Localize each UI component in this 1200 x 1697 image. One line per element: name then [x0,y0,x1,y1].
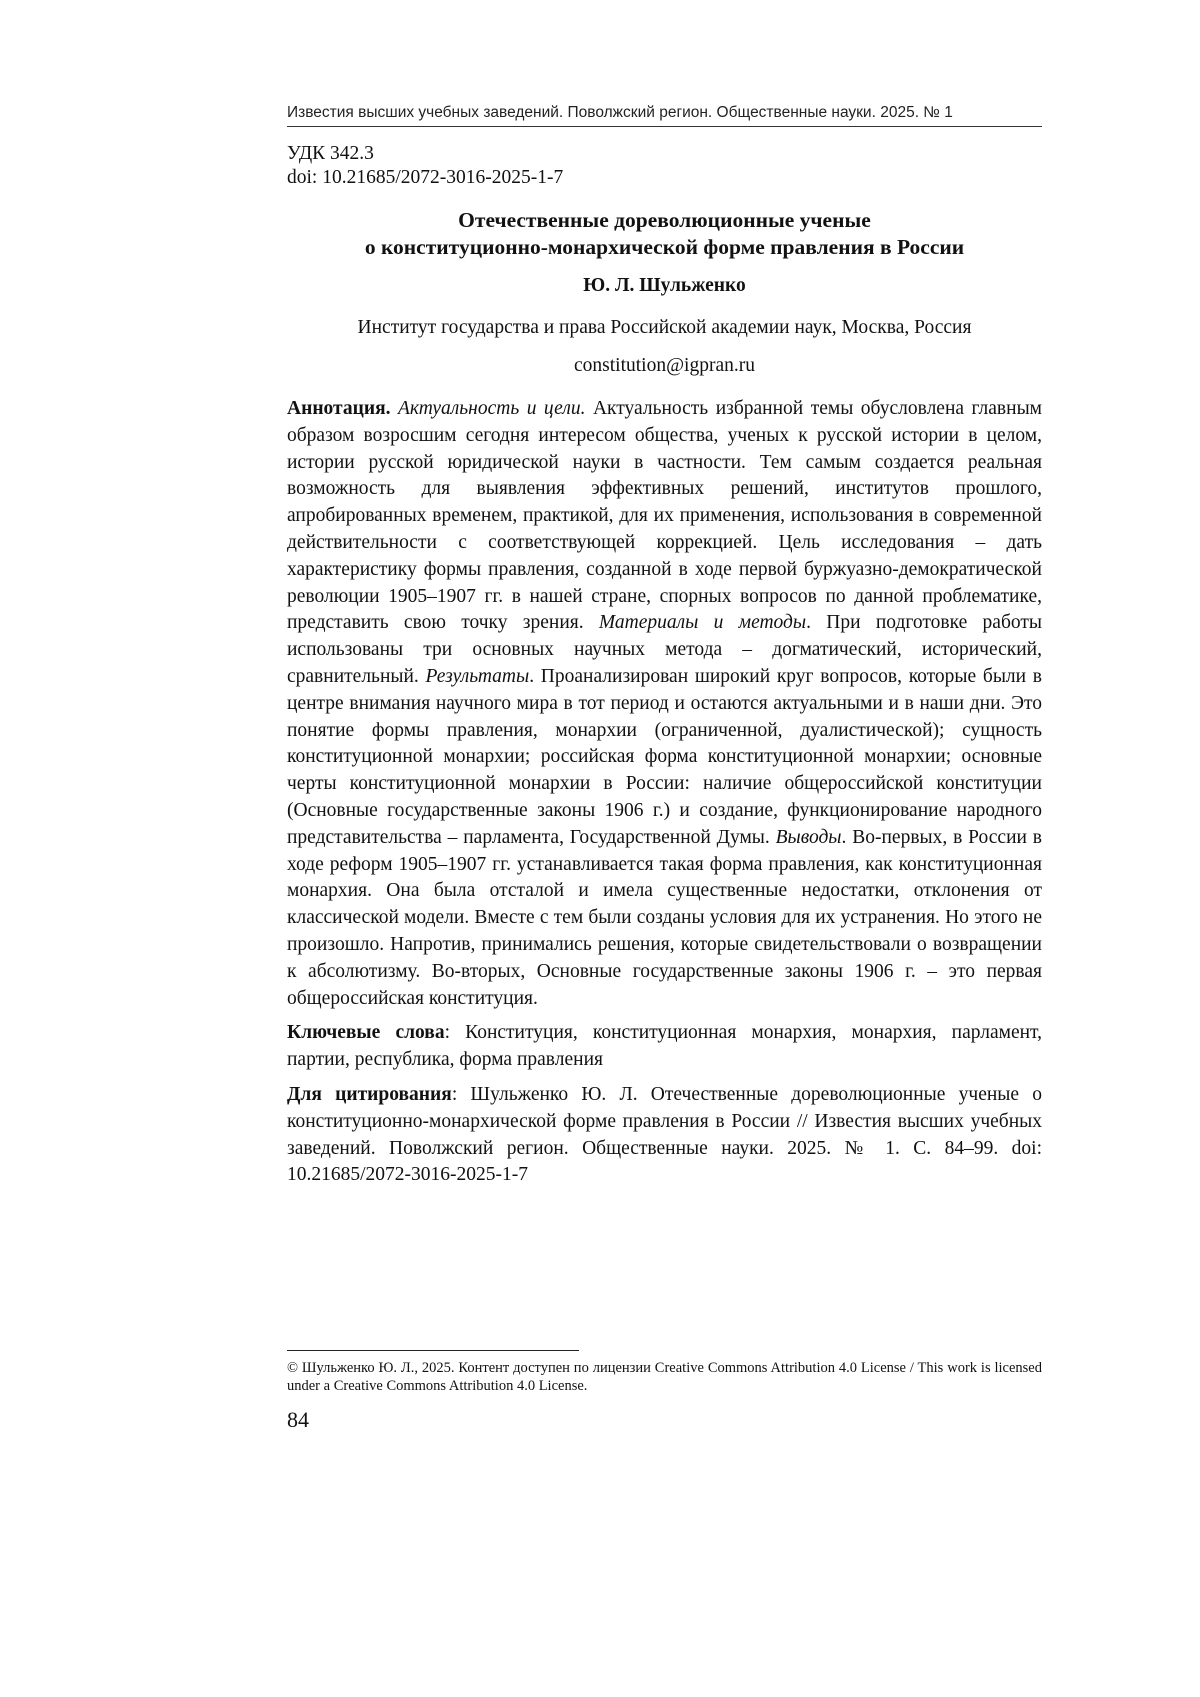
abstract-label: Аннотация. [287,398,391,419]
footnote-divider [287,1350,579,1351]
article-front-matter [287,396,1042,1197]
citation [287,1082,1042,1189]
keywords-label: Ключевые слова [287,1022,445,1044]
title-line-2: о конституционно-монархической форме правления в России [364,235,965,259]
abstract-heading-results: Результаты [425,665,530,687]
abstract-text-methods: . При подготовке работы использованы три основных научных метода – догматический, исторический, сравнительный. [287,612,1042,687]
abstract-text-results: . Проанализирован широкий круг вопросов, которые были в центре внимания научного мира в тот период и остаются актуальными и в наши дни. Это понятие формы правления, монархии (ограниченной, дуалистической); сущность конституционной монархии; российская форма конституционной монархии; основные черты конституционной монархии в России: наличие общероссийской конституции (Основные государственные законы 1906 г.) и создание, функционирование народного представительства – парламента, Государственной Думы. [287,665,1042,848]
citation-text: : Шульженко Ю. Л. Отечественные дореволюционные ученые о конституционно-монархической форме правления в России // Известия высших учебных заведений. Поволжский регион. Общественные науки. 2025. № 1. С. 84–99. doi: 10.21685/2072-3016-2025-1-7 [287,1083,1042,1186]
abstract-heading-conclusions: Выводы [775,826,842,848]
running-header: Известия высших учебных заведений. Поволжский регион. Общественные науки. 2025. № 1 [287,102,1042,127]
keywords-text: : Конституция, конституционная монархия, монархия, парламент, партии, республика, форма правления [287,1022,1042,1071]
author-affiliation-block [287,309,1042,385]
citation-label: Для цитирования [287,1083,452,1105]
abstract [287,396,1042,1012]
title-line-1: Отечественные дореволюционные ученые [458,208,871,232]
abstract-heading-methods: Материалы и методы [598,612,807,634]
affiliation: Институт государства и права Российской академии наук, Москва, Россия [357,317,972,338]
doi-line: doi: 10.21685/2072-3016-2025-1-7 [287,167,564,188]
keywords [287,1020,1042,1074]
article-title [287,207,1042,261]
page-number: 84 [287,1407,309,1432]
author-name: Ю. Л. Шульженко [583,275,746,296]
author-email[interactable]: constitution@igpran.ru [574,355,755,376]
abstract-text-relevance: Актуальность избранной темы обусловлена главным образом возросшим сегодня интересом общества, ученых к русской истории в целом, истории русской юридической науки в частности. Тем самым создается реальная возможность для выявления эффективных решений, институтов прошлого, апробированных временем, практикой, для их применения, использования в современной действительности с соответствующей коррекцией. Цель исследования – дать характеристику формы правления, созданной в ходе первой буржуазно-демократической революции 1905–1907 гг. в нашей стране, спорных вопросов по данной проблематике, представить свою точку зрения. [287,398,1043,634]
abstract-text-conclusions: . Во-первых, в России в ходе реформ 1905–1907 гг. устанавливается такая форма правления, как конституционная монархия. Она была отсталой и имела существенные недостатки, отклонения от классической модели. Вместе с тем были созданы условия для их устранения. Но этого не произошло. Напротив, принимались решения, которые свидетельствовали о возвращении к абсолютизму. Во-вторых, Основные государственные законы 1906 г. – это первая общероссийская конституция. [287,826,1043,1009]
abstract-heading-relevance: Актуальность и цели. [398,398,586,419]
article-meta [287,142,563,190]
udc-code: УДК 342.3 [287,143,374,164]
license-footnote: © Шульженко Ю. Л., 2025. Контент доступен по лицензии Creative Commons Attribution 4.0 License / This work is licensed under a Creative Commons Attribution 4.0 License. [287,1360,1042,1394]
